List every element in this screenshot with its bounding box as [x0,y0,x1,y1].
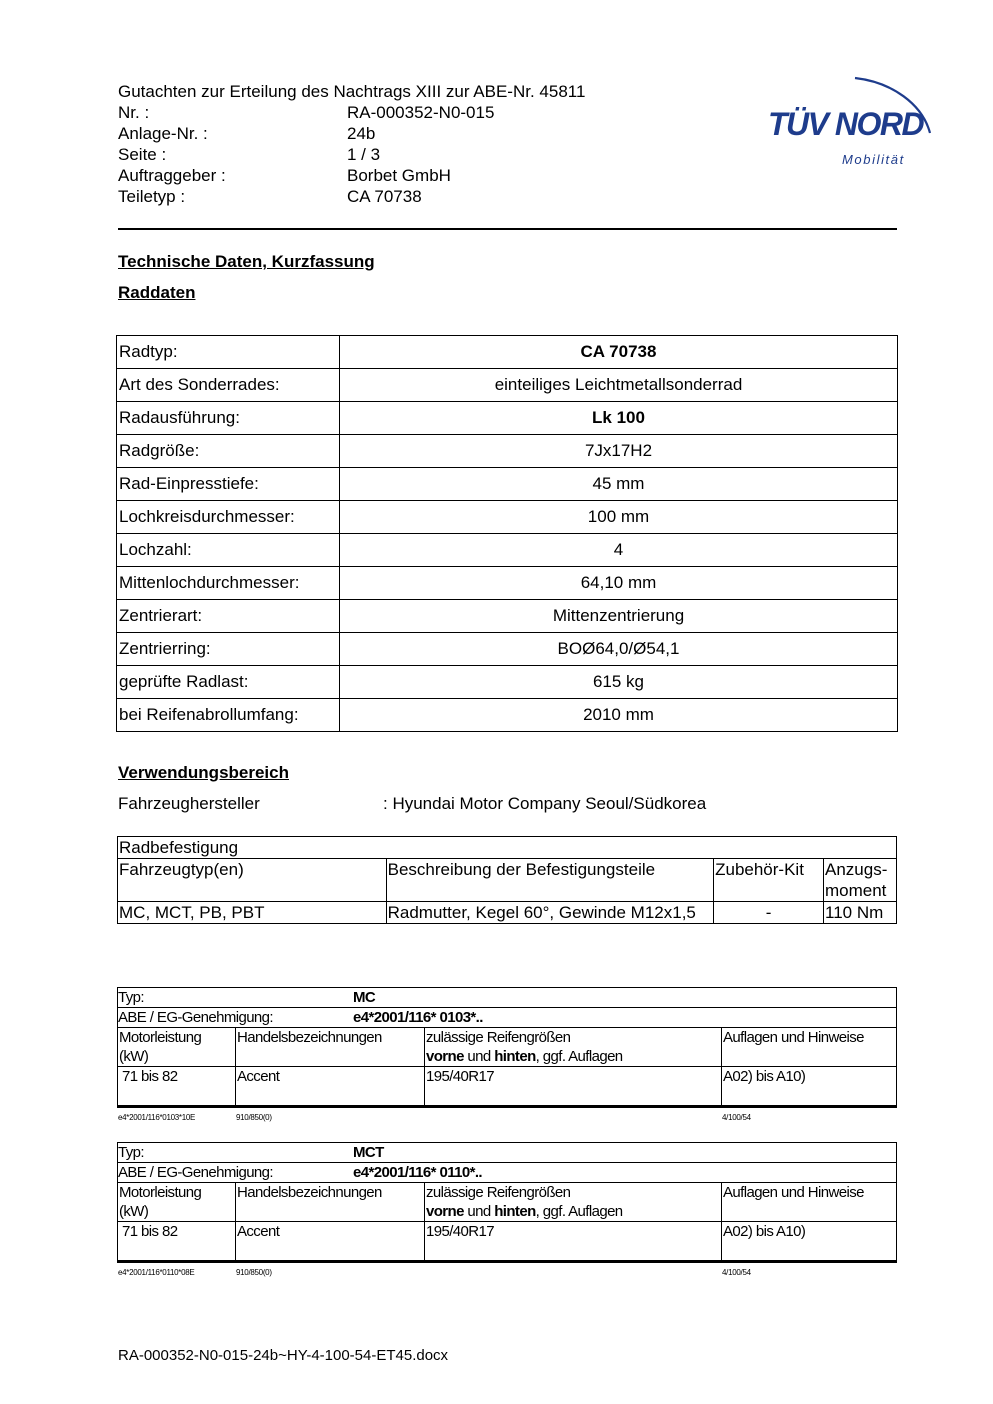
radbefestigung-table [117,836,897,924]
table-row: Zentrierring: BOØ64,0/Ø54,1 [117,633,898,666]
table-row: Radgröße: 7Jx17H2 [117,435,898,468]
document-header [118,81,585,207]
header-row: Auftraggeber : Borbet GmbH [118,166,451,185]
document-filename-footer: RA-000352-N0-015-24b~HY-4-100-54-ET45.docx [118,1347,449,1364]
table-row: bei Reifenabrollumfang: 2010 mm [117,699,898,732]
radbefestigung-title: Radbefestigung [118,837,897,859]
section-heading-verwendung: Verwendungsbereich [118,763,289,782]
table-row: MC, MCT, PB, PBT Radmutter, Kegel 60°, Gewinde M12x1,5 - 110 Nm [118,902,897,924]
table-header-row: Motorleistung (kW) Handelsbezeichnungen zulässige Reifengrößen vorne und hinten, ggf. Auflagen Auflagen und Hinweise [118,1183,897,1222]
table-row: Rad-Einpresstiefe: 45 mm [117,468,898,501]
table-row: geprüfte Radlast: 615 kg [117,666,898,699]
section-heading-tech: Technische Daten, Kurzfassung [118,252,375,271]
fahrzeughersteller-line: Fahrzeughersteller : Hyundai Motor Company Seoul/Südkorea [118,794,707,813]
table-row: Lochkreisdurchmesser: 100 mm [117,501,898,534]
table-header-row: Fahrzeugtyp(en) Beschreibung der Befestigungsteile Zubehör-Kit Anzugs-moment [118,859,897,902]
table-row: Zentrierart: Mittenzentrierung [117,600,898,633]
table-row: Radtyp: CA 70738 [117,336,898,369]
typ-footnote: e4*2001/116*0103*10E 910/850(0) 4/100/54 [117,1106,897,1120]
table-row: 71 bis 82 Accent 195/40R17 A02) bis A10) [118,1222,897,1261]
table-row: Radausführung: Lk 100 [117,402,898,435]
abe-line: ABE / EG-Genehmigung: e4*2001/116* 0110*.. [117,1162,897,1182]
logo-brand: TÜV NORD [768,106,924,142]
section-heading-raddaten: Raddaten [118,283,196,302]
typ-line: Typ: MCT [117,1142,897,1162]
header-row: Teiletyp : CA 70738 [118,187,422,206]
table-row: 71 bis 82 Accent 195/40R17 A02) bis A10) [118,1067,897,1106]
table-header-row: Motorleistung (kW) Handelsbezeichnungen zulässige Reifengrößen vorne und hinten, ggf. Auflagen Auflagen und Hinweise [118,1028,897,1067]
raddaten-table [116,335,898,732]
table-row [118,837,897,859]
typ-table [117,1027,897,1106]
typ-footnote: e4*2001/116*0110*08E 910/850(0) 4/100/54 [117,1261,897,1275]
header-row: Anlage-Nr. : 24b [118,124,376,143]
header-divider [118,228,897,230]
header-row: Nr. : RA-000352-N0-015 [118,103,495,122]
typ-line: Typ: MC [117,987,897,1007]
table-row: Art des Sonderrades: einteiliges Leichtmetallsonderrad [117,369,898,402]
header-row: Seite : 1 / 3 [118,145,381,164]
logo-subtitle: Mobilität [842,152,905,167]
table-row: Lochzahl: 4 [117,534,898,567]
typ-block-mct [117,1142,897,1275]
abe-line: ABE / EG-Genehmigung: e4*2001/116* 0103*.. [117,1007,897,1027]
tuv-nord-logo [760,58,945,173]
typ-block-mc [117,987,897,1120]
document-title: Gutachten zur Erteilung des Nachtrags XIII zur ABE-Nr. 45811 [118,82,586,101]
table-row: Mittenlochdurchmesser: 64,10 mm [117,567,898,600]
typ-table [117,1182,897,1261]
